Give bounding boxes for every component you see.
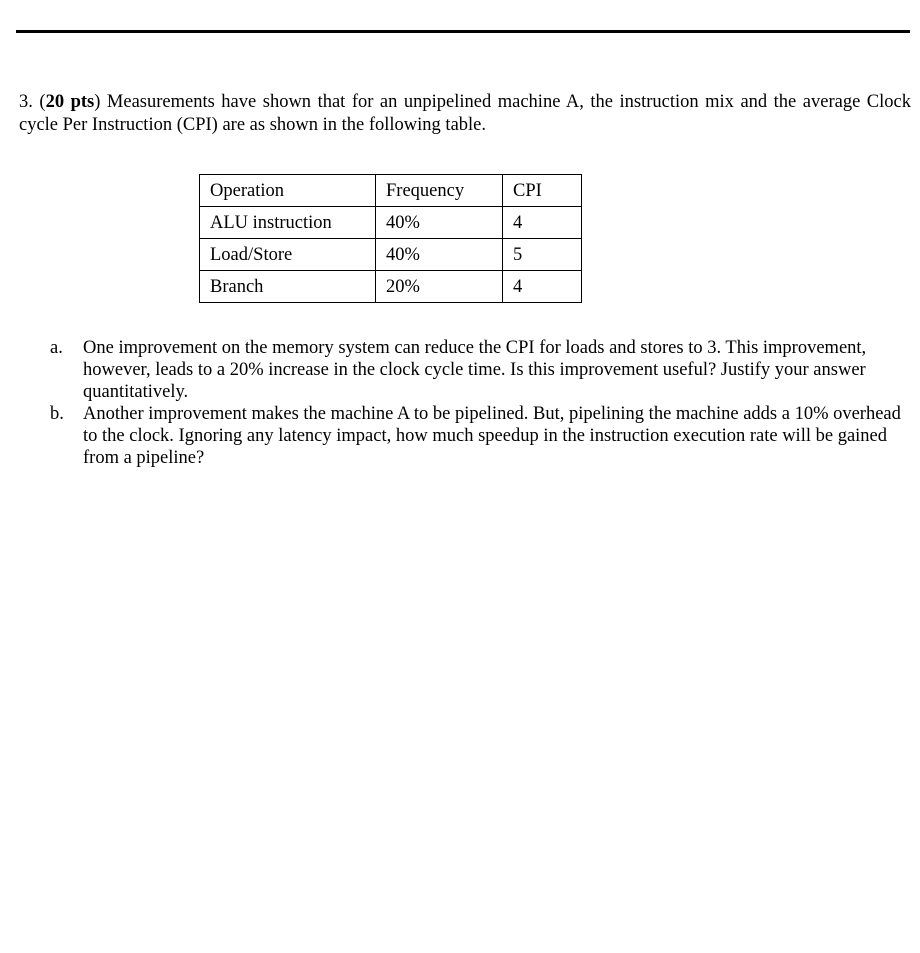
question-parts-list (50, 337, 910, 469)
part-a-text: One improvement on the memory system can reduce the CPI for loads and stores to 3. This improvement, however, leads to a 20% increase in the clock cycle time. Is this improvement useful? Justify your answer quantitatively. (83, 338, 867, 402)
cell-cpi: 4 (503, 271, 582, 303)
cell-frequency: 40% (376, 239, 503, 271)
part-b-text: Another improvement makes the machine A to be pipelined. But, pipelining the machine adds a 10% overhead to the clock. Ignoring any latency impact, how much speedup in the instruction execution rate will be gained from a pipeline? (83, 404, 901, 468)
question-3-intro (19, 91, 911, 137)
table-row (200, 207, 582, 239)
question-points: 20 pts (45, 92, 95, 112)
part-b (50, 403, 910, 469)
cell-frequency: 40% (376, 207, 503, 239)
top-horizontal-rule (16, 30, 910, 33)
part-b-marker: b. (50, 404, 64, 424)
instruction-mix-table (199, 174, 582, 303)
table-row (200, 271, 582, 303)
part-a (50, 337, 910, 403)
part-a-marker: a. (50, 338, 63, 358)
question-number: 3. ( (19, 92, 46, 112)
cell-operation: Load/Store (200, 239, 376, 271)
table-row (200, 239, 582, 271)
header-operation: Operation (200, 175, 376, 207)
cell-cpi: 5 (503, 239, 582, 271)
question-text: ) Measurements have shown that for an unpipelined machine A, the instruction mix and the average Clock cycle Per Instruction (CPI) are as shown in the following table. (19, 92, 911, 135)
header-cpi: CPI (503, 175, 582, 207)
cell-frequency: 20% (376, 271, 503, 303)
header-frequency: Frequency (376, 175, 503, 207)
cell-operation: ALU instruction (200, 207, 376, 239)
table-header-row (200, 175, 582, 207)
cell-operation: Branch (200, 271, 376, 303)
cell-cpi: 4 (503, 207, 582, 239)
